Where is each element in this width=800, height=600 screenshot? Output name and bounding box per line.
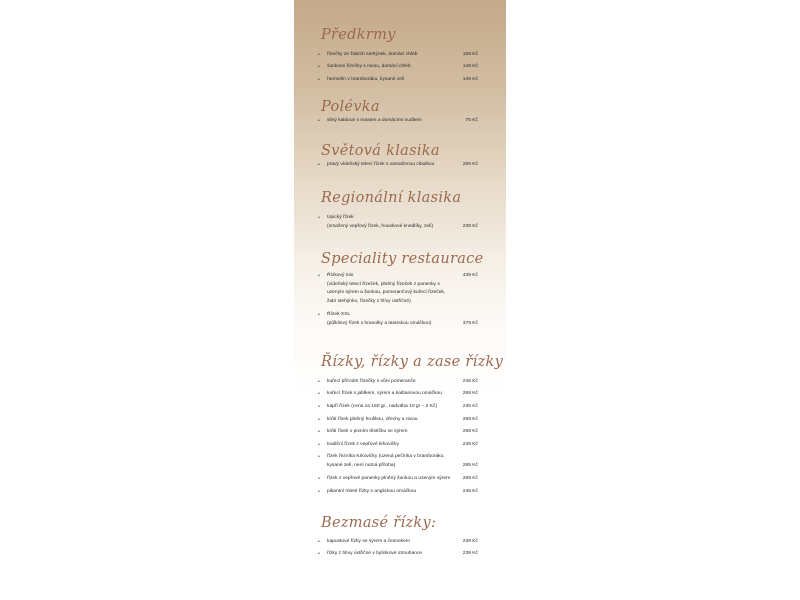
item-price: 239 Kč [462,539,478,544]
bullet: • [318,52,320,58]
item-name: řízečky ze žabích stehýnek, domácí chléb [327,52,418,57]
menu-page [294,0,506,600]
menu-item [318,403,478,412]
menu-item [318,475,478,484]
menu-item [318,51,478,60]
item-price: 75 Kč [465,118,478,123]
menu-item [318,488,478,497]
item-price: 245 Kč [462,489,478,494]
bullet: • [318,64,320,70]
item-name: šunkové řízečky s nivou, domácí chléb [327,64,411,69]
bullet: • [318,379,320,385]
item-name: tradiční řízek z vepřové krkovičky [327,442,400,447]
menu-item [318,441,478,450]
item-price: 439 Kč [462,273,478,278]
section-title-speciality-restaurace: Speciality restaurace [321,251,484,267]
bullet: • [318,429,320,435]
bullet: • [318,391,320,397]
bullet: • [318,442,320,448]
section-title-regionalni-klasika: Regionální klasika [321,190,462,206]
menu-item [318,453,478,470]
item-name: silný kaldoun s masem a domácími nudlemi [327,118,422,123]
section-title-polevka: Polévka [321,99,380,115]
item-price: 245 Kč [462,379,478,384]
bullet: • [318,551,320,557]
bullet: • [318,489,320,495]
item-price: 269 Kč [462,429,478,434]
item-name: pikantní mleté řízky s anglickou omáčkou [327,489,417,494]
menu-item [318,311,478,328]
section-title-bezmase-rizky: Bezmasé řízky: [321,515,437,531]
item-price: 159 Kč [462,52,478,57]
menu-item [318,63,478,72]
menu-item [318,390,478,399]
menu-item [318,117,478,126]
item-name: kapří řízek (cena za 150 gr., nadváha 10 gr – 2 Kč) [327,404,438,409]
section-title-rizky: Řízky, řízky a zase řízky [321,354,504,370]
item-name: krůtí řízek plněný hruškou, ořechy a nivou [327,417,418,422]
bullet: • [318,476,320,482]
item-price: 239 Kč [462,442,478,447]
menu-item [318,214,478,231]
item-name: krůtí řízek v pivním těstíčku se sýrem [327,429,408,434]
item-price: 269 Kč [462,391,478,396]
menu-item [318,550,478,559]
menu-item [318,76,478,85]
item-name: Řízek XXL (půlkilový řízek s hranolky a tatarskou omáčkou) [327,312,432,326]
section-title-svetova-klasika: Světová klasika [321,143,440,159]
item-price: 269 Kč [462,417,478,422]
item-name: Řízkový mix (vídeňský telecí řízeček, plněný řízeček z panenky s uzeným sýrem a šunkou, pomerančový kuřecí řízeček, žabí stehýnko, řízečky z hlívy ústřičné) [327,273,446,304]
item-price: 235 Kč [462,404,478,409]
item-price: 239 Kč [462,551,478,556]
bullet: • [318,162,320,168]
bullet: • [318,417,320,423]
item-price: 239 Kč [462,223,478,229]
bullet: • [318,118,320,124]
item-price: 379 Kč [462,320,478,326]
item-name: kapustové řízky se sýrem a česnekem [327,539,410,544]
item-name: hermelín v bramboráku, kysané zelí [327,77,405,82]
bullet: • [318,539,320,545]
bullet: • [318,454,320,460]
bullet: • [318,312,320,318]
item-name: řízek řezníka Krkovičky (uzená pečínka v bramboráku, kysané zelí, není nutná příloha) [327,454,445,468]
item-name: kuřecí přírodní řízečky s vůní pomeranče [327,379,416,384]
menu-item [318,538,478,547]
item-name: řízek z vepřové panenky plněný šunkou a uzeným sýrem [327,476,451,481]
menu-item [318,416,478,425]
bullet: • [318,215,320,221]
bullet: • [318,404,320,410]
item-price: 149 Kč [462,64,478,69]
item-price: 269 Kč [462,162,478,167]
menu-item [318,272,478,306]
menu-item [318,428,478,437]
section-title-predkrmy: Předkrmy [321,27,396,43]
item-name: Úpický řízek (smažený vepřový řízek, houskové knedlíky, zelí) [327,215,434,229]
item-name: pravý vídeňský telecí řízek s osmaženou cibulkou [327,162,435,167]
menu-item [318,378,478,387]
item-price: 265 Kč [462,462,478,468]
bullet: • [318,273,320,279]
bullet: • [318,77,320,83]
item-name: kuřecí řízek s jablkem, sýrem a kaštanovou omáčkou [327,391,442,396]
item-price: 269 Kč [462,476,478,481]
menu-item [318,161,478,170]
item-name: řízky z hlívy ústřičné v bylinkové strouhance [327,551,423,556]
item-price: 149 Kč [462,77,478,82]
